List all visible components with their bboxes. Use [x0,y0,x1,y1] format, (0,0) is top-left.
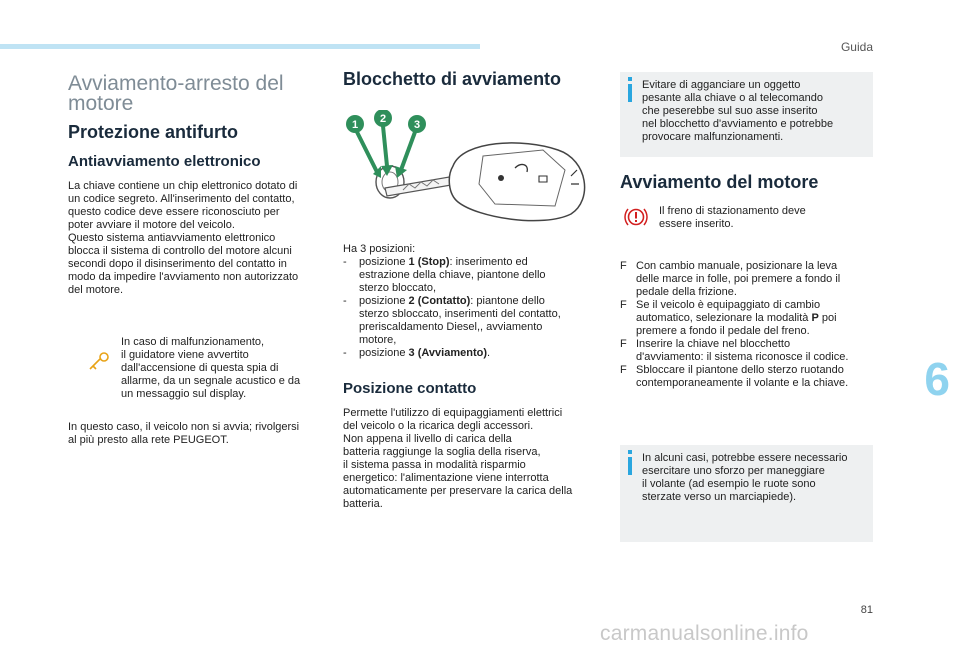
heading-protezione-antifurto: Protezione antifurto [68,122,238,142]
list-item: - posizione 1 (Stop): inserimento ed estrazione della chiave, piantone dello sterzo bloccato, [343,256,546,294]
list-item: - posizione 3 (Avviamento). [343,347,491,359]
ignition-key-illustration [343,110,603,230]
parking-brake-note: Il freno di stazionamento deve essere inserito. [659,205,806,230]
list-item: - posizione 2 (Contatto): piantone dello sterzo sbloccato, inserimenti del contatto, preriscaldamento Diesel,, avviamento motore, [343,295,561,346]
watermark: carmanualsonline.info [600,622,809,645]
key-warning-icon [88,352,114,372]
key-position-2-label: 2 [379,113,387,125]
list-item: F Se il veicolo è equipaggiato di cambio automatico, selezionare la modalità P poi premere a fondo il pedale del freno. [620,299,837,337]
page-number: 81 [860,604,873,616]
info-box-weight: Evitare di agganciare un oggetto pesante alla chiave o al telecomando che peserebbe sul suo asse inserito nel blocchetto d'avviamento e potrebbe provocare malfunzionamenti. [620,72,873,157]
heading-antiavviamento: Antiavviamento elettronico [68,153,261,170]
list-item: F Sbloccare il piantone dello sterzo ruotando contemporaneamente il volante e la chiave. [620,364,849,389]
paragraph-posizione: Permette l'utilizzo di equipaggiamenti elettrici del veicolo o la ricarica degli accessori. Non appena il livello di carica della batteria raggiunge la soglia della riserva, il sistema passa in modalità risparmio energetico: l'alimentazione viene interrotta automaticamente per preservare la carica della batteria. [343,407,573,510]
key-position-3-label: 3 [413,119,421,131]
heading-posizione-contatto: Posizione contatto [343,380,477,397]
positions-intro: Ha 3 posizioni: [343,243,416,255]
heading-avviamento-motore: Avviamento del motore [620,172,819,192]
info-icon [628,84,632,102]
info-box-steering: In alcuni casi, potrebbe essere necessario esercitare uno sforzo per maneggiare il volante (ad esempio le ruote sono sterzate verso un marciapiede). [620,445,873,542]
paragraph-rete: In questo caso, il veicolo non si avvia; rivolgersi al più presto alla rete PEUGEOT. [68,421,300,446]
start-steps-list [620,260,875,390]
section-title-line1: Avviamento-arresto del [68,72,284,95]
key-position-1-label: 1 [351,119,359,131]
malfunction-note: In caso di malfunzionamento, il guidatore viene avvertito dall'accensione di questa spia di allarme, da un segnale acustico e da un messaggio sul display. [121,336,301,400]
chapter-title: Guida [840,40,873,54]
chapter-number: 6 [924,353,950,405]
paragraph-chip: La chiave contiene un chip elettronico dotato di un codice segreto. All'inserimento del contatto, questo codice deve essere riconosciuto per poter avviare il motore del veicolo. Questo sistema antiavviamento elettronico blocca il sistema di controllo del motore alcuni secondi dopo il disinserimento del contatto in modo da impedire l'avviamento non autorizzato del motore. [68,180,299,296]
header-bar [0,44,480,49]
list-item: F Inserire la chiave nel blocchetto d'avviamento: il sistema riconosce il codice. [620,338,849,363]
parking-brake-warning-icon [624,206,648,228]
list-item: F Con cambio manuale, posizionare la leva delle marce in folle, poi premere a fondo il pedale della frizione. [620,260,841,298]
heading-blocchetto: Blocchetto di avviamento [343,69,562,89]
positions-list [343,256,608,360]
section-title-line2: motore [68,92,134,115]
info-icon [628,457,632,475]
